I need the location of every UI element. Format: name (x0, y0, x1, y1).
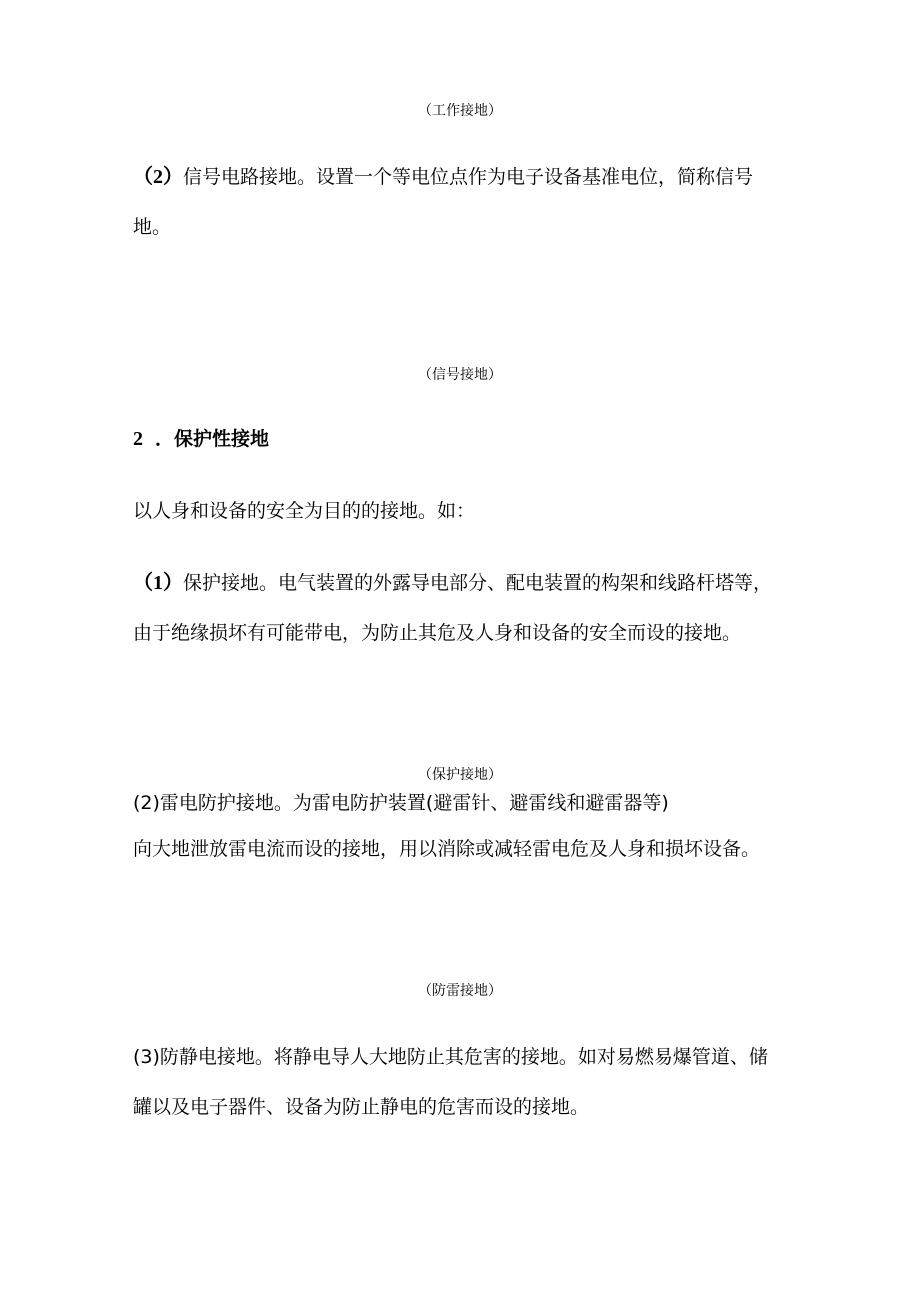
figure-caption-protective-ground: （保护接地） (418, 767, 502, 783)
section-title: ．保护性接地 (155, 428, 270, 450)
section-heading (133, 425, 269, 453)
figure-caption-lightning-ground: （防雷接地） (418, 983, 502, 999)
paragraph-text: 保护接地。电气装置的外露导电部分、配电装置的构架和线路杆塔等， (183, 572, 773, 594)
paragraph-static-ground-line1: (3)防静电接地。将静电导人大地防止其危害的接地。如对易燃易爆管道、储 (133, 1046, 768, 1068)
item-number: （1） (133, 572, 183, 594)
figure-caption-work-ground: （工作接地） (418, 103, 502, 119)
paragraph-signal-ground-line1 (133, 163, 753, 191)
figure-caption-signal-ground: （信号接地） (418, 367, 502, 383)
section-intro: 以人身和设备的安全为目的的接地。如： (133, 500, 476, 522)
paragraph-lightning-ground-line1: (2)雷电防护接地。为雷电防护装置(避雷针、避雷线和避雷器等) (133, 792, 669, 814)
paragraph-protective-ground-line1 (133, 569, 772, 597)
paragraph-static-ground-line2: 罐以及电子器件、设备为防止静电的危害而设的接地。 (133, 1096, 590, 1118)
item-number: （2） (133, 166, 183, 188)
paragraph-lightning-ground-line2: 向大地泄放雷电流而设的接地，用以消除或减轻雷电危及人身和损坏设备。 (133, 838, 761, 860)
paragraph-protective-ground-line2: 由于绝缘损坏有可能带电，为防止其危及人身和设备的安全而设的接地。 (133, 622, 742, 644)
paragraph-signal-ground-line2: 地。 (133, 216, 172, 238)
paragraph-text: 信号电路接地。设置一个等电位点作为电子设备基准电位，简称信号 (183, 166, 754, 188)
section-number: 2 (133, 428, 143, 450)
